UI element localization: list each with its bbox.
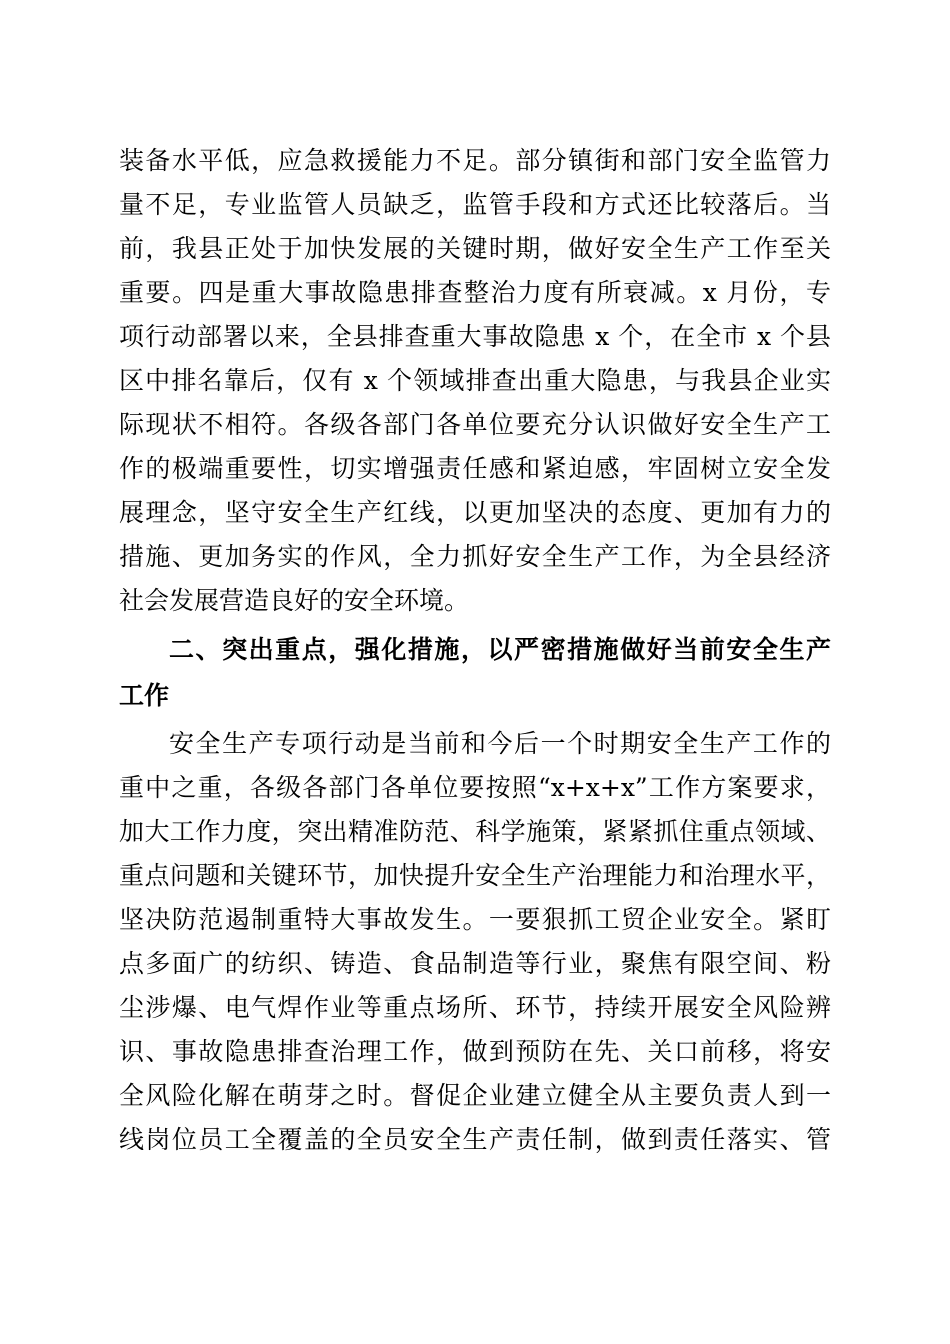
paragraph-line-22: 全风险化解在萌芽之时。督促企业建立健全从主要负责人到一 <box>119 1081 831 1110</box>
paragraph-line-18: 坚决防范遏制重特大事故发生。一要狠抓工贸企业安全。紧盯 <box>119 905 831 934</box>
paragraph-line-9: 展理念，坚守安全生产红线，以更加坚决的态度、更加有力的 <box>119 498 831 527</box>
paragraph-line-10: 措施、更加务实的作风，全力抓好安全生产工作，为全县经济 <box>119 542 831 571</box>
paragraph-line-14: 安全生产专项行动是当前和今后一个时期安全生产工作的 <box>169 729 831 758</box>
paragraph-line-3: 前，我县正处于加快发展的关键时期，做好安全生产工作至关 <box>119 234 831 263</box>
paragraph-line-4: 重要。四是重大事故隐患排查整治力度有所衰减。x 月份，专 <box>119 278 831 307</box>
section-heading-line-1: 二、突出重点，强化措施，以严密措施做好当前安全生产 <box>169 635 831 664</box>
paragraph-line-6: 区中排名靠后，仅有 x 个领域排查出重大隐患，与我县企业实 <box>119 366 831 395</box>
paragraph-line-23: 线岗位员工全覆盖的全员安全生产责任制，做到责任落实、管 <box>119 1125 831 1154</box>
paragraph-line-15: 重中之重，各级各部门各单位要按照“x+x+x”工作方案要求， <box>119 773 831 802</box>
paragraph-line-21: 识、事故隐患排查治理工作，做到预防在先、关口前移，将安 <box>119 1037 831 1066</box>
paragraph-line-19: 点多面广的纺织、铸造、食品制造等行业，聚焦有限空间、粉 <box>119 949 831 978</box>
paragraph-line-17: 重点问题和关键环节，加快提升安全生产治理能力和治理水平， <box>119 861 831 890</box>
paragraph-line-16: 加大工作力度，突出精准防范、科学施策，紧紧抓住重点领域、 <box>119 817 831 846</box>
paragraph-line-5: 项行动部署以来，全县排查重大事故隐患 x 个，在全市 x 个县 <box>119 322 831 351</box>
section-heading-line-2: 工作 <box>119 681 170 710</box>
paragraph-line-20: 尘涉爆、电气焊作业等重点场所、环节，持续开展安全风险辨 <box>119 993 831 1022</box>
paragraph-line-2: 量不足，专业监管人员缺乏，监管手段和方式还比较落后。当 <box>119 190 831 219</box>
paragraph-line-11: 社会发展营造良好的安全环境。 <box>119 586 470 615</box>
paragraph-line-1: 装备水平低，应急救援能力不足。部分镇街和部门安全监管力 <box>119 146 831 175</box>
paragraph-line-8: 作的极端重要性，切实增强责任感和紧迫感，牢固树立安全发 <box>119 454 831 483</box>
paragraph-line-7: 际现状不相符。各级各部门各单位要充分认识做好安全生产工 <box>119 410 831 439</box>
